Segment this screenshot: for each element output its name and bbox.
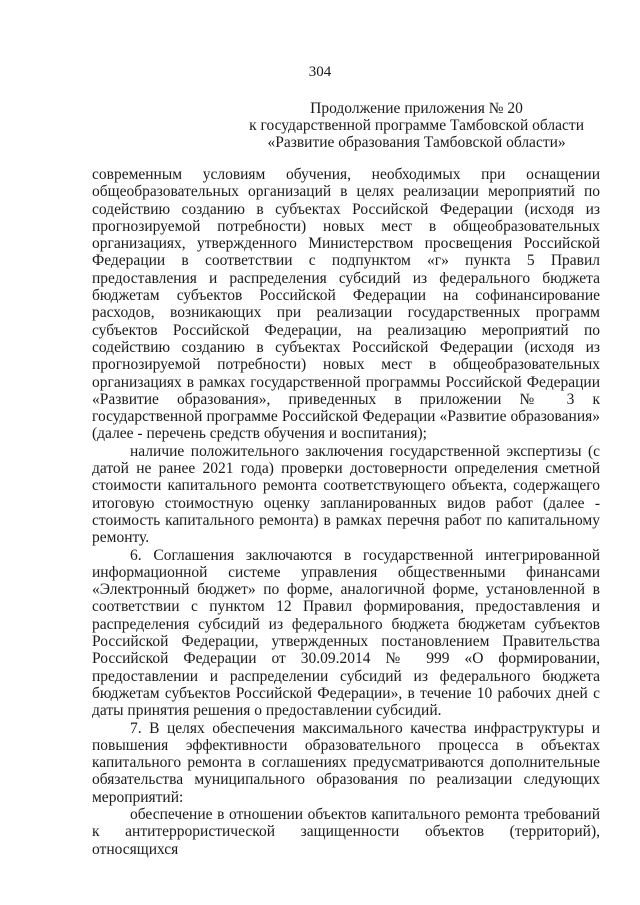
page-number: 304: [308, 64, 332, 80]
header-line-3: «Развитие образования Тамбовской области»: [267, 134, 566, 151]
paragraph-continuation: современным условиям обучения, необходимых при оснащении общеобразовательных организаций в целях реализации мероприятий по содействию созданию в субъектах Российской Федерации (исходя из прогнозируемой потребности) новых мест в общеобразовательных организациях, утвержденного Министерством просвещения Российской Федерации в соответствии с подпунктом «г» пункта 5 Правил предоставления и распределения субсидий из федерального бюджета бюджетам субъектов Российской Федерации на софинансирование расходов, возникающих при реализации государственных программ субъектов Российской Федерации, на реализацию мероприятий по содействию созданию в субъектах Российской Федерации (исходя из прогнозируемой потребности) новых мест в общеобразовательных организациях в рамках государственной программы Российской Федерации «Развитие образования», приведенных в приложении № 3 к государственной программе Российской Федерации «Развитие образования» (далее - перечень средств обучения и воспитания);: [92, 166, 600, 443]
paragraph-item-6: 6. Соглашения заключаются в государственной интегрированной информационной системе управления общественными финансами «Электронный бюджет» по форме, аналогичной форме, установленной в соответствии с пунктом 12 Правил формирования, предоставления и распределения субсидий из федерального бюджета бюджетам субъектов Российской Федерации, утвержденных постановлением Правительства Российской Федерации от 30.09.2014 № 999 «О формировании, предоставлении и распределении субсидий из федерального бюджета бюджетам субъектов Российской Федерации», в течение 10 рабочих дней с даты принятия решения о предоставлении субсидий.: [92, 546, 600, 720]
header-line-1: Продолжение приложения № 20: [310, 100, 523, 117]
document-header: [249, 100, 584, 151]
header-line-2: к государственной программе Тамбовской области: [249, 117, 584, 134]
paragraph-expertise: наличие положительного заключения государственной экспертизы (с датой не ранее 2021 года) проверки достоверности определения сметной стоимости капитального ремонта соответствующего объекта, содержащего итоговую стоимостную оценку запланированных видов работ (далее - стоимость капитального ремонта) в рамках перечня работ по капитальному ремонту.: [92, 442, 600, 547]
paragraph-antiterror: обеспечение в отношении объектов капитального ремонта требований к антитеррористической защищенности объектов (территорий), относящихся: [92, 805, 600, 858]
document-body: [92, 166, 600, 858]
paragraph-item-7: 7. В целях обеспечения максимального качества инфраструктуры и повышения эффективности образовательного процесса в объектах капитального ремонта в соглашениях предусматриваются дополнительные обязательства муниципального образования по реализации следующих мероприятий:: [92, 719, 600, 806]
